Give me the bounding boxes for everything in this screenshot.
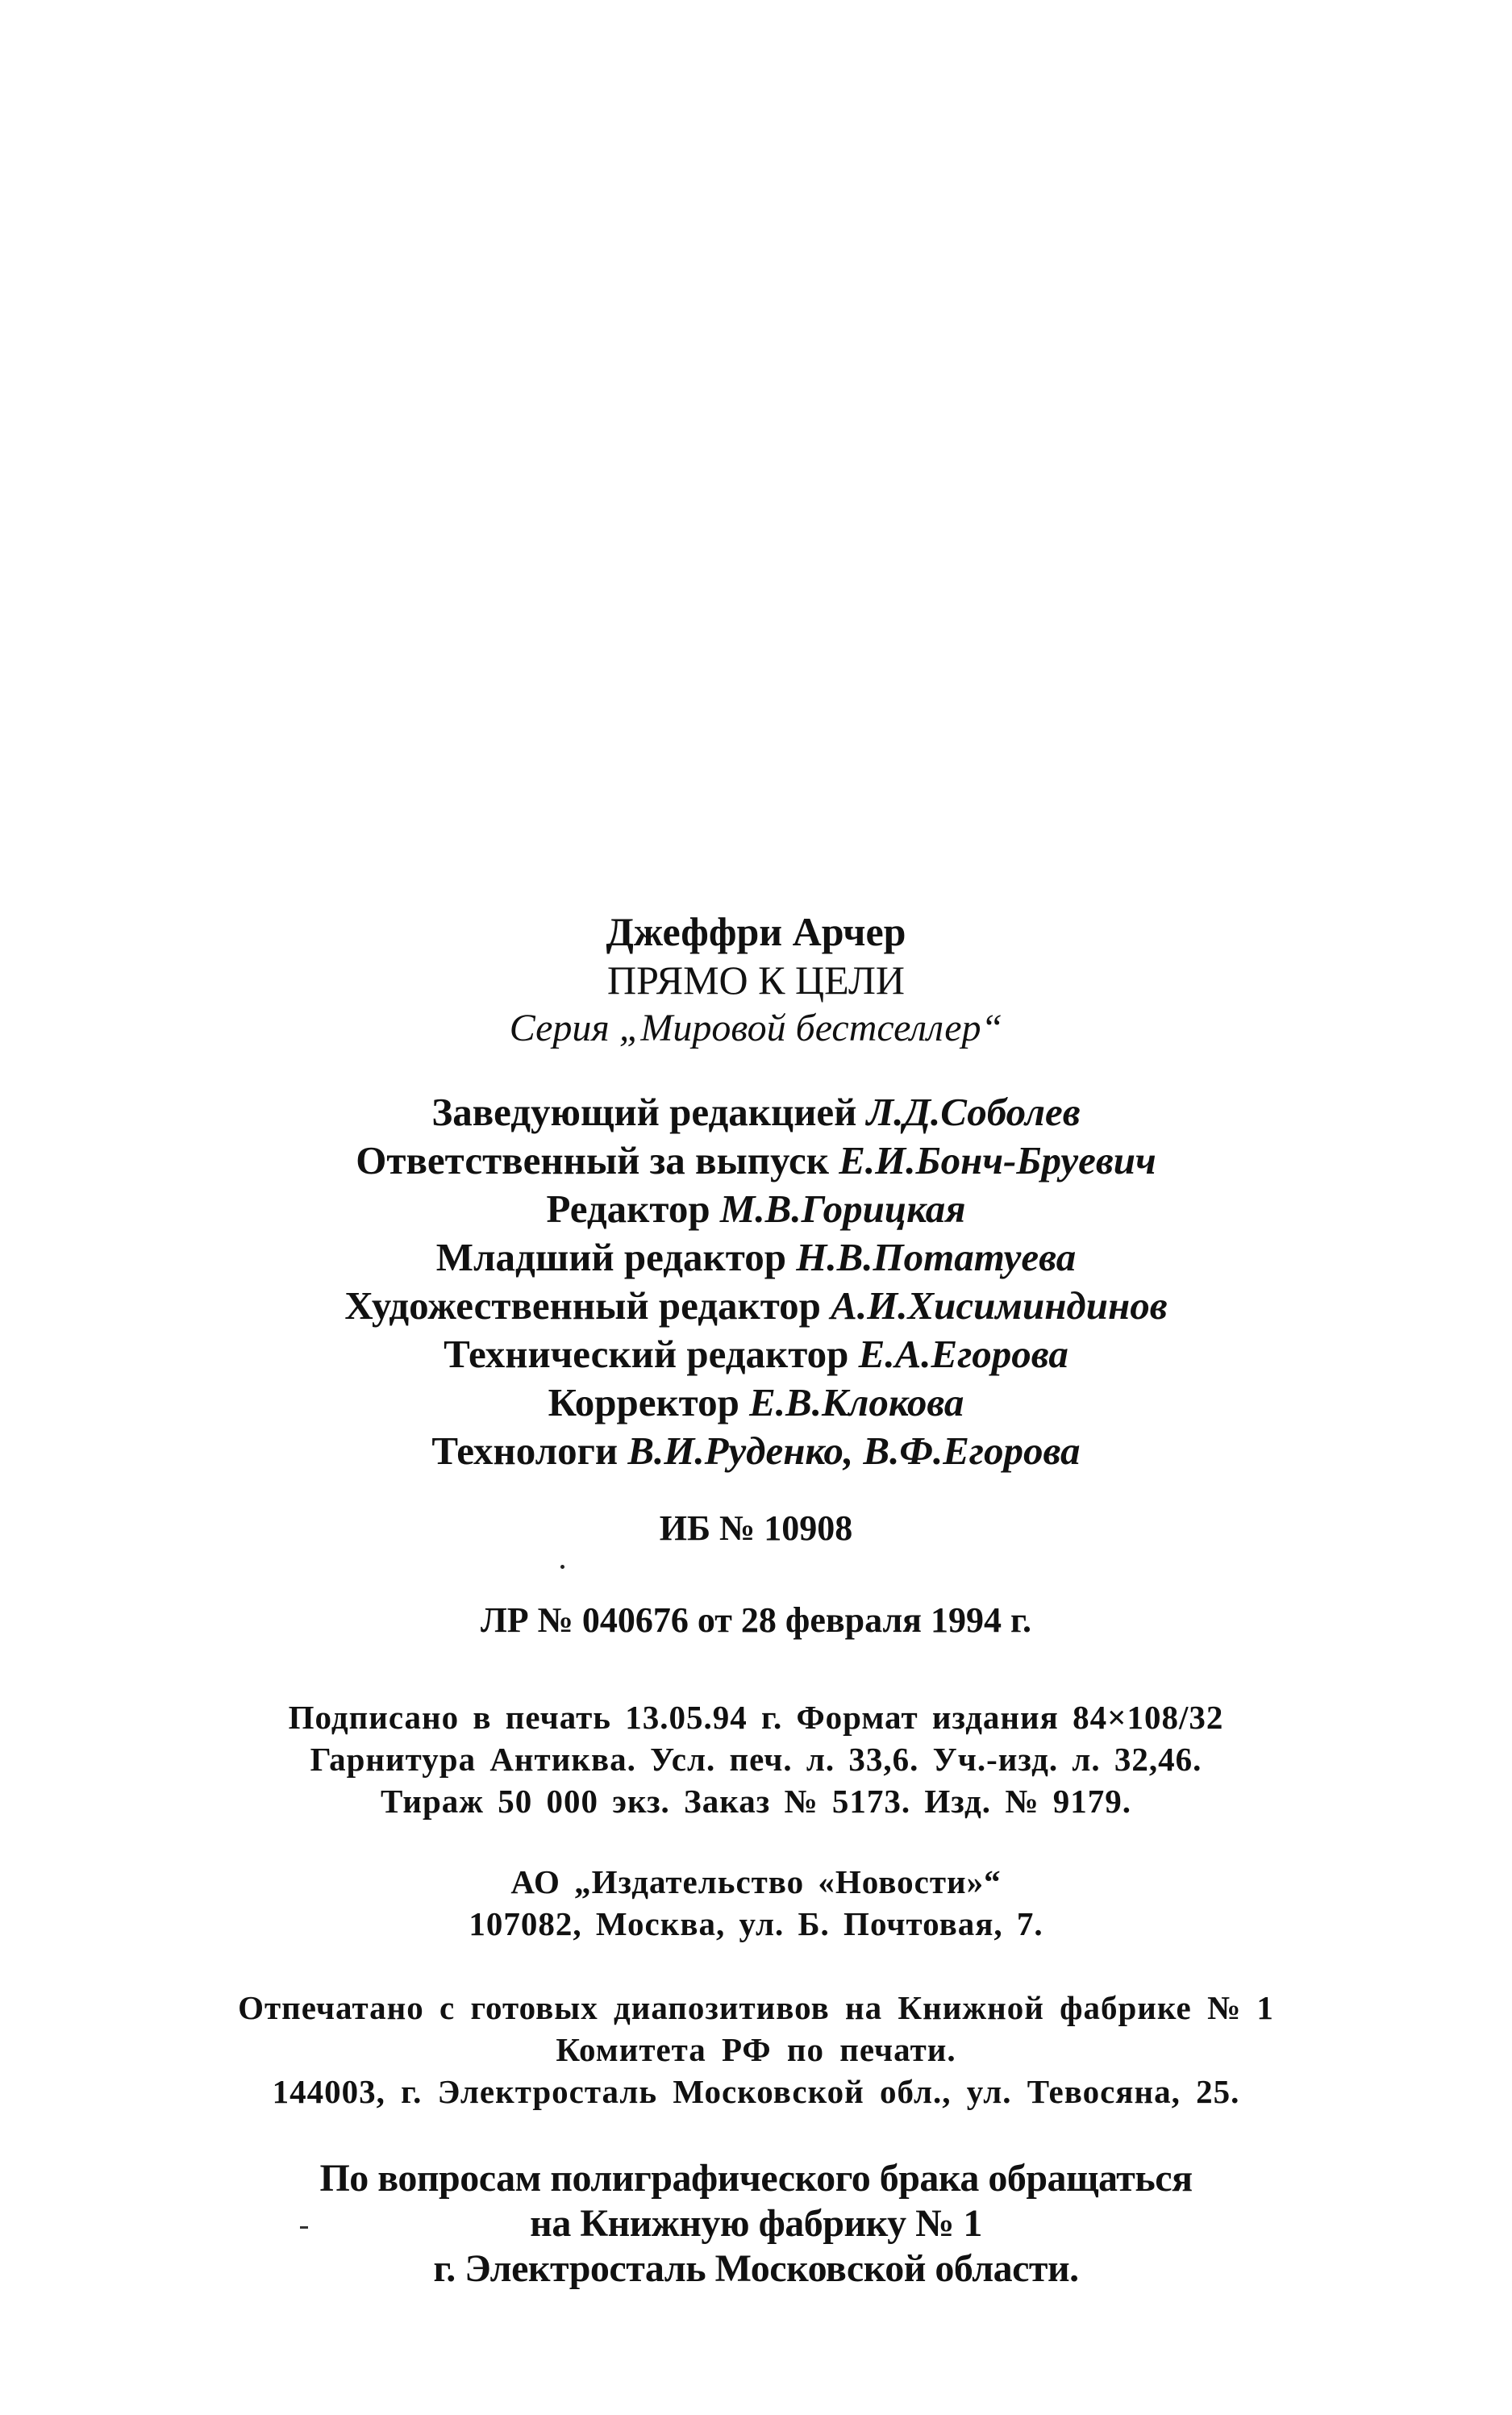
print-speck xyxy=(560,1565,564,1569)
book-series: Серия „Мировой бестселлер“ xyxy=(509,1007,1003,1049)
print-speck xyxy=(300,2226,308,2229)
credit-person: В.И.Руденко, В.Ф.Егорова xyxy=(627,1429,1081,1473)
credit-person: М.В.Горицкая xyxy=(719,1187,966,1231)
credit-art-editor xyxy=(0,1282,1512,1330)
credit-role: Корректор xyxy=(548,1380,739,1424)
credit-role: Младший редактор xyxy=(435,1235,786,1279)
license-number: ЛР № 040676 от 28 февраля 1994 г. xyxy=(480,1600,1031,1640)
credit-technologists xyxy=(0,1427,1512,1475)
credit-person: Е.В.Клокова xyxy=(749,1380,964,1424)
printing-house-line: Комитета РФ по печати. xyxy=(556,2031,956,2068)
print-details-line: Тираж 50 000 экз. Заказ № 5173. Изд. № 9179. xyxy=(381,1783,1131,1820)
book-author: Джеффри Арчер xyxy=(606,909,906,954)
credit-release-manager xyxy=(0,1137,1512,1185)
defects-notice-line: на Книжную фабрику № 1 xyxy=(530,2202,982,2245)
credit-person: Н.В.Потатуева xyxy=(796,1235,1077,1279)
credit-proofreader xyxy=(0,1379,1512,1427)
print-details-line: Подписано в печать 13.05.94 г. Формат издания 84×108/32 xyxy=(288,1699,1224,1736)
defects-notice xyxy=(0,2156,1512,2292)
credit-role: Заведующий редакцией xyxy=(431,1090,857,1134)
credit-managing-editor xyxy=(0,1088,1512,1137)
credit-person: А.И.Хисиминдинов xyxy=(831,1283,1168,1328)
print-details-line: Гарнитура Антиква. Усл. печ. л. 33,6. Уч.-изд. л. 32,46. xyxy=(310,1741,1202,1778)
credit-technical-editor xyxy=(0,1330,1512,1379)
print-details xyxy=(0,1696,1512,1822)
defects-notice-line: г. Электросталь Московской области. xyxy=(433,2247,1079,2290)
book-title: ПРЯМО К ЦЕЛИ xyxy=(606,957,906,1003)
publisher-address: 107082, Москва, ул. Б. Почтовая, 7. xyxy=(469,1905,1043,1942)
credit-person: Л.Д.Соболев xyxy=(866,1090,1081,1134)
colophon xyxy=(0,907,1512,2292)
credit-role: Редактор xyxy=(546,1187,710,1231)
publisher-name: АО „Издательство «Новости»“ xyxy=(510,1863,1002,1900)
credit-person: Е.И.Бонч-Бруевич xyxy=(839,1138,1156,1182)
credit-junior-editor xyxy=(0,1233,1512,1282)
publisher-info xyxy=(0,1861,1512,1945)
printing-house-line: Отпечатано с готовых диапозитивов на Книжной фабрике № 1 xyxy=(238,1989,1274,2026)
credit-role: Технический редактор xyxy=(444,1332,849,1376)
credit-editor xyxy=(0,1185,1512,1233)
credits-list xyxy=(0,1088,1512,1475)
credit-role: Ответственный за выпуск xyxy=(356,1138,829,1182)
printing-house-info xyxy=(0,1987,1512,2113)
printing-house-line: 144003, г. Электросталь Московской обл., ул. Тевосяна, 25. xyxy=(272,2073,1240,2110)
credit-role: Художественный редактор xyxy=(344,1283,821,1328)
ib-number: ИБ № 10908 xyxy=(659,1508,853,1548)
defects-notice-line: По вопросам полиграфического брака обращаться xyxy=(319,2157,1193,2200)
credit-role: Технологи xyxy=(431,1429,619,1473)
credit-person: Е.А.Егорова xyxy=(858,1332,1068,1376)
